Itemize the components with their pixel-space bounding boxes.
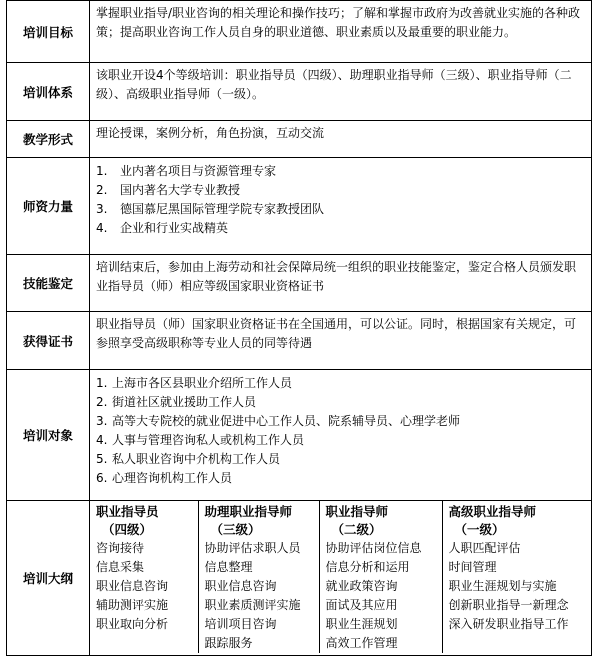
outline-item: 职业生涯规划 <box>325 617 398 631</box>
outline-item: 高效工作管理 <box>325 636 398 650</box>
column-title: 职业指导师 <box>325 504 389 519</box>
outline-item: 辅助测评实施 <box>96 598 169 612</box>
outline-table <box>90 501 591 653</box>
column-level: （三级） <box>210 522 261 537</box>
row-system <box>7 63 592 121</box>
outline-item: 职业生涯规划与实施 <box>448 579 557 593</box>
outline-item: 信息采集 <box>96 560 145 574</box>
outline-item: 创新职业指导一新理念 <box>448 598 569 612</box>
outline-item: 时间管理 <box>448 560 497 574</box>
row-label: 获得证书 <box>7 312 90 370</box>
row-content <box>90 158 592 255</box>
outline-column <box>319 501 442 653</box>
outline-column <box>90 501 198 653</box>
row-certificate <box>7 312 592 370</box>
outline-item: 咨询接待 <box>96 541 145 555</box>
outline-item: 面试及其应用 <box>325 598 398 612</box>
list-item: 2. 国内著名大学专业教授 <box>96 183 241 197</box>
row-goal <box>7 1 592 63</box>
training-info-table <box>6 0 592 656</box>
outline-column <box>198 501 319 653</box>
outline-item: 信息分析和运用 <box>325 560 410 574</box>
list-item: 5. 私人职业咨询中介机构工作人员 <box>96 452 281 466</box>
list-item: 3. 高等大专院校的就业促进中心工作人员、院系辅导员、心理学老师 <box>96 414 461 428</box>
list-item: 6. 心理咨询机构工作人员 <box>96 471 233 485</box>
outline-item: 协助评估求职人员 <box>204 541 301 555</box>
row-content <box>90 255 592 312</box>
row-content <box>90 1 592 63</box>
list-item: 1. 业内著名项目与资源管理专家 <box>96 164 277 178</box>
outline-item: 协助评估岗位信息 <box>325 541 422 555</box>
column-level: （二级） <box>331 522 382 537</box>
list-item: 1. 上海市各区县职业介绍所工作人员 <box>96 376 293 390</box>
row-outline <box>7 501 592 656</box>
row-content <box>90 63 592 121</box>
row-label: 培训大纲 <box>7 501 90 656</box>
outline-column <box>442 501 591 653</box>
column-title: 高级职业指导师 <box>448 504 537 519</box>
row-audience <box>7 370 592 501</box>
outline-item: 就业政策咨询 <box>325 579 398 593</box>
outline-item: 跟踪服务 <box>204 636 253 650</box>
row-label: 师资力量 <box>7 158 90 255</box>
list-item: 4. 企业和行业实战精英 <box>96 221 229 235</box>
row-appraisal <box>7 255 592 312</box>
list-item: 4. 人事与管理咨询私人或机构工作人员 <box>96 433 305 447</box>
column-title: 助理职业指导师 <box>204 504 293 519</box>
goal-text: 掌握职业指导/职业咨询的相关理论和操作技巧；了解和掌握市政府为改善就业实施的各种政策；提高职业咨询工作人员自身的职业道德、职业素质以及最重要的职业能力。 <box>96 6 581 39</box>
row-label: 教学形式 <box>7 121 90 158</box>
format-text: 理论授课，案例分析，角色扮演，互动交流 <box>96 126 325 140</box>
outline-item: 人职匹配评估 <box>448 541 521 555</box>
audience-list <box>96 374 585 488</box>
row-content <box>90 370 592 501</box>
column-level: （四级） <box>102 522 153 537</box>
outline-item: 职业信息咨询 <box>204 579 277 593</box>
row-content <box>90 121 592 158</box>
row-label: 培训目标 <box>7 1 90 63</box>
row-label: 技能鉴定 <box>7 255 90 312</box>
certificate-text: 职业指导员（师）国家职业资格证书在全国通用，可以公证。同时，根据国家有关规定，可参照享受高级职称等专业人员的同等待遇 <box>96 317 577 350</box>
row-label: 培训体系 <box>7 63 90 121</box>
list-item: 2. 街道社区就业援助工作人员 <box>96 395 257 409</box>
list-item: 3. 德国慕尼黑国际管理学院专家教授团队 <box>96 202 325 216</box>
column-level: （一级） <box>454 522 505 537</box>
row-label: 培训对象 <box>7 370 90 501</box>
outline-item: 职业素质测评实施 <box>204 598 301 612</box>
system-text: 该职业开设4个等级培训：职业指导员（四级）、助理职业指导师（三级）、职业指导师（二级）、高级职业指导师（一级）。 <box>96 68 572 101</box>
outline-item: 信息整理 <box>204 560 253 574</box>
faculty-list <box>96 162 585 238</box>
row-content <box>90 312 592 370</box>
row-faculty <box>7 158 592 255</box>
appraisal-text: 培训结束后，参加由上海劳动和社会保障局统一组织的职业技能鉴定，鉴定合格人员颁发职业指导员（师）相应等级国家职业资格证书 <box>96 260 577 293</box>
row-format <box>7 121 592 158</box>
column-title: 职业指导员 <box>96 504 159 519</box>
outline-item: 培训项目咨询 <box>204 617 277 631</box>
row-content <box>90 501 592 656</box>
outline-item: 职业信息咨询 <box>96 579 169 593</box>
outline-item: 职业取向分析 <box>96 617 169 631</box>
outline-item: 深入研发职业指导工作 <box>448 617 569 631</box>
